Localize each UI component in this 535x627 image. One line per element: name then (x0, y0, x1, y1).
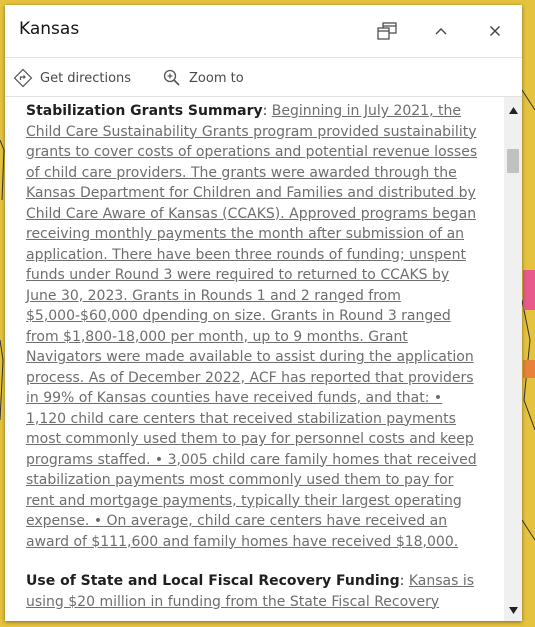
triangle-up-icon (509, 107, 518, 114)
triangle-down-icon (509, 607, 518, 614)
popup-title: Kansas (19, 19, 80, 39)
scroll-down-button[interactable] (504, 602, 522, 618)
content-scrollbar[interactable] (504, 97, 522, 621)
popup-content (5, 97, 504, 621)
get-directions-label: Get directions (40, 70, 132, 86)
scroll-up-button[interactable] (504, 102, 522, 118)
popup-header (5, 5, 522, 58)
stabilization-grants-section: Stabilization Grants Summary: Beginning in July 2021, the Child Care Sustainability Grants program provided sustainability grants to cover costs of operations and potential revenue losses of child care providers. The grants were awarded through the Kansas Department for Children and Families and distributed by Child Care Aware of Kansas (CCAKS). Approved programs began receiving monthly payments the month after submission of an application. There have been three rounds of funding; unspent funds under Round 3 were required to returned to CCAKS by June 30, 2023. Grants in Rounds 1 and 2 ranged from $5,000-$60,000 dpending on size. Grants in Round 3 ranged from $1,800-18,000 per month, up to 9 months. Grant Navigators were made available to assist during the application process. As of December 2022, ACF has reported that providers in 99% of Kansas counties have received funds, and that: • 1,120 child care centers that received stabilization payments most commonly used them to pay for personnel costs and keep programs staffed. • 3,005 child care family homes that received stabilization payments most commonly used them to pay for rent and mortgage payments, typically their largest operating expense. • On average, child care centers have received an award of $111,600 and family homes have received $18,000. (26, 103, 478, 550)
dock-icon (377, 22, 397, 40)
fiscal-recovery-section: Use of State and Local Fiscal Recovery Funding: Kansas is using $20 million in funding from the State Fiscal Recovery (26, 573, 475, 610)
zoom-to-label: Zoom to (189, 70, 244, 86)
popup-actions-bar (5, 58, 522, 97)
chevron-up-icon (434, 26, 448, 36)
section-text-link[interactable]: Kansas is using $20 million in funding from the State Fiscal Recovery (26, 573, 475, 610)
section-label: Stabilization Grants Summary (26, 103, 263, 119)
close-button[interactable] (482, 18, 508, 44)
scrollbar-thumb[interactable] (507, 149, 519, 173)
section-text-link[interactable]: Beginning in July 2021, the Child Care Sustainability Grants program provided sustainability grants to cover costs of operations and potential revenue losses of child care providers. The grants were awarded through the Kansas Department for Children and Families and distributed by Child Care Aware of Kansas (CCAKS). Approved programs began receiving monthly payments the month after submission of an application. There have been three rounds of funding; unspent funds under Round 3 were required to returned to CCAKS by June 30, 2023. Grants in Rounds 1 and 2 ranged from $5,000-$60,000 dpending on size. Grants in Round 3 ranged from $1,800-18,000 per month, up to 9 months. Grant Navigators were made available to assist during the application process. As of December 2022, ACF has reported that providers in 99% of Kansas counties have received funds, and that: • 1,120 child care centers that received stabilization payments most commonly used them to pay for personnel costs and keep programs staffed. • 3,005 child care family homes that received stabilization payments most commonly used them to pay for rent and mortgage payments, typically their largest operating expense. • On average, child care centers have received an award of $111,600 and family homes have received $18,000. (26, 103, 478, 550)
zoom-to-button[interactable] (162, 67, 244, 89)
section-label: Use of State and Local Fiscal Recovery Funding (26, 573, 400, 589)
close-icon (489, 25, 501, 37)
get-directions-button[interactable] (13, 67, 131, 89)
directions-icon (13, 68, 33, 88)
zoom-in-icon (162, 68, 182, 88)
dock-button[interactable] (374, 18, 400, 44)
feature-popup (5, 5, 522, 621)
collapse-button[interactable] (428, 18, 454, 44)
